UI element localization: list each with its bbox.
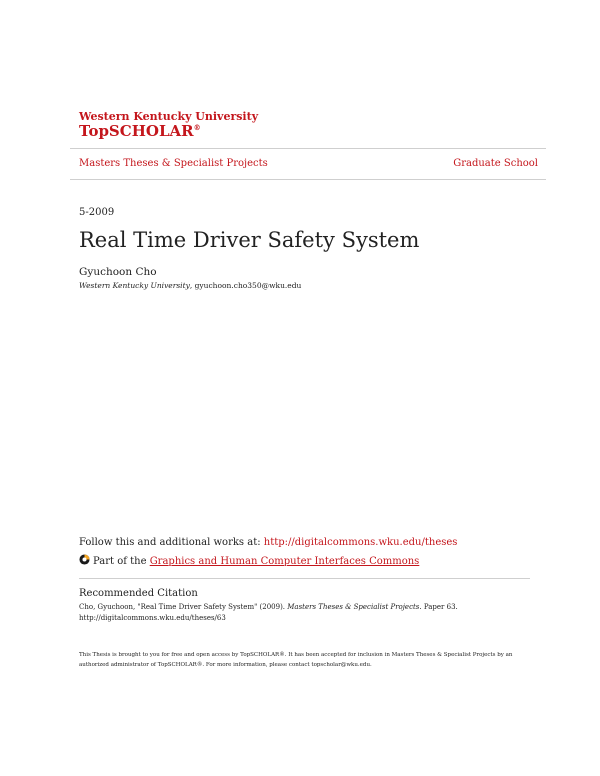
publication-date: 5-2009: [79, 207, 115, 218]
top-divider: [70, 148, 546, 149]
citation-prefix: Cho, Gyuchoon, "Real Time Driver Safety System" (2009).: [79, 603, 288, 611]
masters-theses-link[interactable]: Masters Theses & Specialist Projects: [79, 158, 268, 169]
citation-divider: [79, 578, 530, 579]
part-of-prefix: Part of the: [93, 556, 150, 567]
citation-text: [79, 602, 539, 624]
nav-divider: [70, 179, 546, 180]
citation-series: Masters Theses & Specialist Projects: [287, 603, 420, 611]
author-name: Gyuchoon Cho: [79, 266, 157, 278]
paper-title: Real Time Driver Safety System: [79, 228, 420, 252]
author-affiliation: [79, 281, 301, 290]
commons-network-icon: [79, 554, 90, 565]
graduate-school-link[interactable]: Graduate School: [453, 158, 538, 169]
theses-url-link[interactable]: http://digitalcommons.wku.edu/theses: [263, 537, 458, 548]
citation-suffix: . Paper 63.: [419, 603, 458, 611]
follow-line: [79, 537, 457, 548]
part-of-line: [79, 554, 419, 567]
recommended-citation-heading: Recommended Citation: [79, 588, 198, 599]
repository-logo[interactable]: [79, 122, 201, 140]
repository-name: TopSCHOLAR: [79, 122, 194, 140]
citation-url[interactable]: http://digitalcommons.wku.edu/theses/63: [79, 614, 226, 622]
registered-mark: ®: [193, 123, 201, 132]
footer-notice: This Thesis is brought to you for free and open access by TopSCHOLAR®. It has been accepted for inclusion in Masters Theses & Specialist Projects by an authorized administrator of TopSCHOLAR®. For more information, please contact topscholar@wku.edu.: [79, 652, 513, 668]
graphics-hci-commons-link[interactable]: Graphics and Human Computer Interfaces Commons: [149, 556, 420, 567]
university-name: Western Kentucky University: [79, 110, 259, 123]
author-email[interactable]: , gyuchoon.cho350@wku.edu: [189, 281, 302, 290]
affiliation-name: Western Kentucky University: [79, 281, 190, 290]
follow-prefix: Follow this and additional works at:: [79, 537, 264, 548]
